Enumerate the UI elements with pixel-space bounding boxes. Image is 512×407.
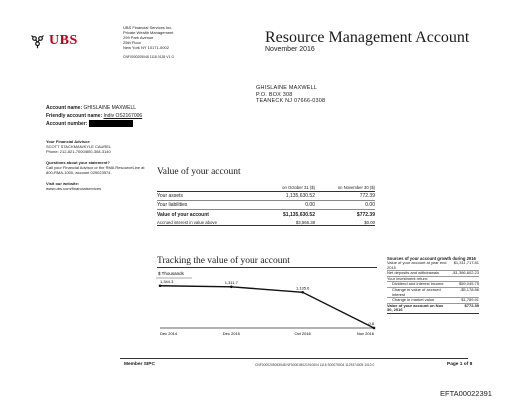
row-nov: 772.39: [359, 193, 375, 199]
statement-title: Resource Management Account: [265, 29, 470, 46]
mailing-name: GHISLAINE MAXWELL: [256, 85, 318, 91]
sources-row-value: -$5,178.86: [459, 286, 479, 292]
account-name-label: Account name:: [46, 105, 83, 111]
advisor-heading: Your Financial Advisor:: [46, 139, 91, 144]
value-table: [157, 184, 375, 226]
x-tick-label: Dec 2015: [222, 331, 240, 336]
friendly-name-value: Indiv OS2167006: [103, 113, 143, 119]
website-link[interactable]: www.ubs.com/financialservices: [46, 186, 102, 191]
questions-heading: Questions about your statement?: [46, 160, 110, 165]
document-stamp: EFTA00022391: [440, 389, 492, 398]
x-tick-label: Oct 2016: [294, 331, 311, 336]
sources-total-value: $772.39: [464, 302, 479, 308]
total-label: Value of your account: [157, 211, 209, 218]
statement-period: November 2016: [265, 46, 315, 53]
sources-row-label: Your investment return:: [387, 275, 429, 281]
accrued-oct: $3,566.38: [295, 219, 315, 225]
sources-row-label: Net deposits and withdrawals: [387, 270, 440, 276]
data-point: [301, 291, 304, 294]
data-label: 0.8: [368, 320, 374, 326]
data-label: 1,135.6: [295, 285, 310, 291]
row-oct: 1,135,630.52: [285, 193, 315, 199]
account-name-value: GHISLAINE MAXWELL: [83, 105, 137, 111]
line-chart: [152, 266, 384, 346]
data-point: [373, 327, 376, 330]
keys-logo-icon: [30, 34, 45, 49]
series-line: [160, 286, 374, 328]
tracking-section-title: Tracking the value of your account: [157, 256, 290, 266]
col-header-oct: on October 31 ($): [282, 185, 315, 190]
website-heading: Visit our website:: [46, 181, 80, 186]
member-sipc: Member SIPC: [124, 362, 155, 367]
sources-row-label: Dividend and interest income: [392, 281, 444, 287]
data-point: [159, 284, 162, 287]
ubs-logo: [30, 33, 78, 49]
sources-total-row: [387, 304, 479, 314]
advisor-name: SCOTT STACKMAN/KYLE CAUREL: [46, 144, 112, 149]
page-number: Page 1 of 8: [447, 362, 473, 367]
firm-line: 25th Floor: [123, 40, 142, 45]
mailing-line1: P.O. BOX 308: [256, 91, 293, 98]
data-label: 1,344.3: [160, 278, 174, 284]
sources-row-value: $59,045.75: [458, 281, 479, 287]
row-label: Your assets: [157, 193, 183, 199]
x-tick-label: Dec 2014: [160, 331, 178, 336]
data-point: [230, 285, 233, 288]
row-label: Your liabilities: [157, 202, 188, 208]
mailing-line2: TEANECK NJ 07666-0308: [256, 98, 326, 104]
table-row: [157, 192, 375, 201]
data-label: 1,311.7: [224, 279, 238, 285]
sources-row-label: Change in value of accrued interest: [392, 286, 441, 297]
accrued-nov: $0.00: [364, 219, 375, 225]
table-header: [157, 184, 375, 192]
total-nov: $772.39: [356, 211, 375, 218]
redaction-bar: [89, 120, 133, 127]
account-info: [46, 104, 142, 128]
sources-panel: [387, 256, 479, 314]
firm-line: Private Wealth Management: [123, 30, 174, 35]
firm-address: [123, 25, 218, 60]
firm-line: New York NY 10171-0002: [123, 45, 169, 50]
firm-code: CNF0000205048 1118 0135 V1 G: [123, 55, 174, 59]
row-oct: 0.00: [305, 202, 315, 208]
questions-text: Call your Financial Advisor or the RMA ResourceLine at 800-RMA-1000, account 029023574.: [46, 165, 145, 175]
total-oct: $1,135,630.52: [283, 211, 315, 218]
advisor-info: [46, 139, 146, 191]
friendly-name-label: Friendly account name:: [46, 113, 103, 119]
sources-row-label: Value of your account at year end 2015: [387, 260, 447, 270]
sources-row-value: $1,789.91: [461, 297, 479, 303]
firm-line: 299 Park Avenue: [123, 35, 154, 40]
mailing-address: [256, 85, 325, 105]
row-nov: 0.00: [365, 202, 375, 208]
y-unit-label: $ Thousands: [158, 271, 184, 276]
x-tick-label: Nov 2016: [356, 331, 374, 336]
sources-row-value: $1,311,717.81: [453, 260, 479, 265]
account-number-label: Account number:: [46, 121, 88, 127]
sources-row-value: -$1,366,602.23: [452, 270, 479, 276]
tracking-chart: [152, 266, 384, 346]
value-section-title: Value of your account: [157, 167, 241, 177]
col-header-nov: on November 30 ($): [337, 185, 375, 190]
sources-total-label: Value of your account on Nov 30, 2016: [387, 302, 444, 313]
footer-code: CNF0000205053548 NF00001B021910004 1116 S00075004 1129374005 1010 0: [255, 363, 375, 367]
sources-row-label: Change in market value: [392, 297, 435, 303]
accrued-label: Accrued interest in value above: [157, 219, 217, 225]
sources-heading: Sources of your account growth during 2016: [387, 256, 476, 261]
firm-line: UBS Financial Services Inc.: [123, 25, 173, 30]
accrued-row: [157, 219, 375, 226]
table-total-row: [157, 210, 375, 219]
footer-divider: [120, 358, 468, 359]
advisor-phone: Phone: 212-821-7000/800-308-3140: [46, 149, 111, 154]
table-row: [157, 201, 375, 210]
brand-name: UBS: [49, 33, 78, 48]
